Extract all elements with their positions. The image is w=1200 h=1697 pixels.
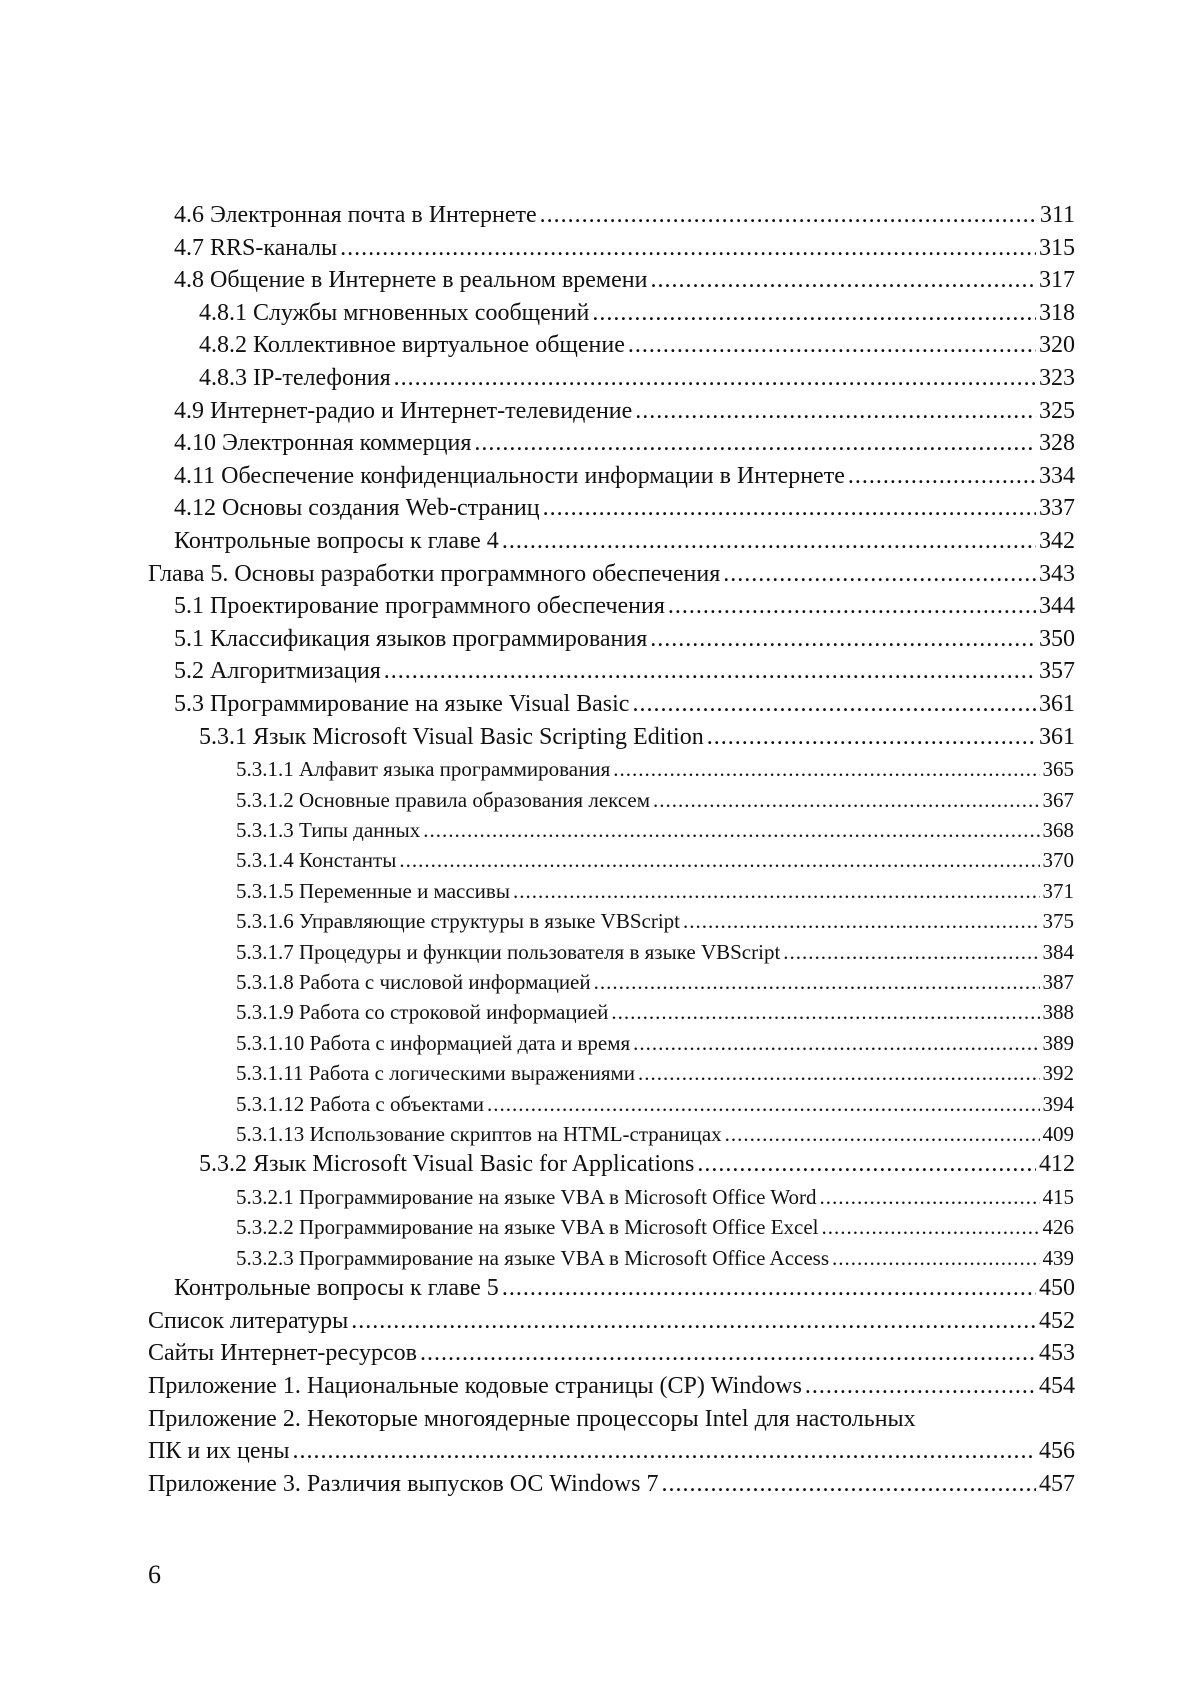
toc-entry-page: 334: [1039, 462, 1075, 489]
toc-entry: [148, 1404, 916, 1434]
toc-entry: [236, 876, 1074, 906]
toc-entry-page: 361: [1039, 691, 1075, 717]
toc-entry: [174, 493, 1075, 523]
toc-entry-title: 5.1 Классификация языков программирования: [174, 625, 648, 652]
toc-entry-title: 5.3.1.4 Константы: [236, 848, 397, 873]
toc-entry: [148, 1338, 1075, 1368]
toc-entry-title: 4.6 Электронная почта в Интернете: [174, 202, 537, 228]
toc-entry: [236, 1089, 1074, 1119]
dot-leader: [594, 967, 1040, 997]
toc-entry-page: 370: [1042, 848, 1074, 873]
toc-entry: [174, 233, 1075, 263]
toc-entry-title: 5.3.1.2 Основные правила образования лексем: [236, 787, 651, 812]
toc-entry-page: 439: [1042, 1245, 1074, 1270]
toc-entry-page: 350: [1039, 625, 1075, 652]
toc-entry-page: 344: [1039, 593, 1075, 620]
toc-entry-title: 5.3.1 Язык Microsoft Visual Basic Scripting Edition: [199, 723, 704, 750]
toc-entry: [148, 1306, 1075, 1336]
toc-entry-page: 317: [1039, 267, 1075, 294]
toc-entry-title: 5.2 Алгоритмизация: [174, 658, 381, 685]
toc-entry-title: 4.9 Интернет-радио и Интернет-телевидение: [174, 397, 633, 424]
toc-entry-page: 452: [1039, 1307, 1075, 1334]
toc-entry-title: 5.3.1.9 Работа со строковой информацией: [236, 1000, 609, 1025]
toc-entry: [148, 1371, 1075, 1401]
toc-entry-page: 361: [1039, 723, 1075, 750]
toc-entry-page: 415: [1042, 1185, 1074, 1209]
dot-leader: [707, 722, 1036, 752]
dot-leader: [351, 1306, 1036, 1336]
toc-entry: [236, 815, 1074, 845]
toc-entry-title: 4.8 Общение в Интернете в реальном времени: [174, 267, 648, 294]
toc-entry: [174, 526, 1075, 556]
dot-leader: [592, 298, 1036, 328]
toc-entry: [174, 689, 1075, 719]
toc-entry-page: 384: [1042, 939, 1074, 964]
toc-entry-title: Глава 5. Основы разработки программного обеспечения: [148, 560, 721, 587]
toc-entry-page: 412: [1039, 1151, 1075, 1178]
toc-entry: [236, 906, 1074, 936]
toc-entry: [236, 997, 1074, 1027]
dot-leader: [725, 1119, 1040, 1149]
toc-entry-page: 367: [1042, 787, 1074, 812]
toc-entry: [236, 1182, 1074, 1212]
toc-entry: [236, 967, 1074, 997]
toc-entry: [148, 1436, 1075, 1466]
dot-leader: [632, 689, 1036, 719]
toc-entry-page: 450: [1039, 1275, 1075, 1302]
toc-entry-page: 426: [1042, 1215, 1074, 1240]
toc-entry-page: 311: [1039, 202, 1075, 228]
toc-entry: [174, 200, 1075, 230]
dot-leader: [399, 845, 1039, 875]
toc-entry-title: 4.7 RRS-каналы: [174, 234, 338, 261]
toc-entry-page: 453: [1039, 1340, 1075, 1367]
toc-entry-title: 4.10 Электронная коммерция: [174, 430, 472, 457]
toc-entry-title: Приложение 3. Различия выпусков ОС Windows 7: [148, 1470, 659, 1497]
toc-entry-title: 5.3.1.8 Работа с числовой информацией: [236, 970, 591, 994]
toc-entry-page: 365: [1042, 757, 1074, 782]
dot-leader: [650, 265, 1036, 295]
dot-leader: [668, 591, 1036, 621]
toc-entry-title: 5.3.1.7 Процедуры и функции пользователя в языке VBScript: [236, 939, 781, 964]
toc-entry-title: 5.1 Проектирование программного обеспечения: [174, 593, 665, 620]
dot-leader: [543, 493, 1036, 523]
toc-entry-title: 5.3.1.6 Управляющие структуры в языке VBScript: [236, 909, 681, 934]
dot-leader: [420, 1338, 1036, 1368]
toc-entry-page: 394: [1042, 1091, 1074, 1116]
dot-leader: [650, 624, 1036, 654]
toc-entry-title: 5.3.1.3 Типы данных: [236, 818, 421, 842]
toc-entry-title: ПК и их цены: [148, 1438, 290, 1465]
dot-leader: [653, 785, 1039, 815]
dot-leader: [540, 200, 1037, 230]
dot-leader: [723, 559, 1036, 589]
toc-entry-title: 5.3.1.12 Работа с объектами: [236, 1091, 485, 1116]
toc-entry: [236, 754, 1074, 784]
dot-leader: [487, 1089, 1039, 1119]
toc-entry-page: 357: [1039, 658, 1075, 685]
toc-entry-title: 4.11 Обеспечение конфиденциальности информации в Интернете: [174, 462, 845, 489]
toc-entry-page: 456: [1039, 1438, 1075, 1465]
toc-entry-page: 337: [1039, 495, 1075, 522]
toc-entry-title: Приложение 1. Национальные кодовые страницы (CP) Windows: [148, 1373, 802, 1399]
toc-entry-title: 5.3.2.1 Программирование на языке VBA в Microsoft Office Word: [236, 1185, 817, 1209]
toc-entry-page: 325: [1039, 397, 1075, 424]
toc-entry-page: 318: [1039, 299, 1075, 326]
dot-leader: [683, 906, 1039, 936]
toc-entry: [174, 461, 1075, 491]
toc-entry: [148, 1469, 1075, 1499]
toc-entry: [236, 1212, 1074, 1242]
toc-entry-title: Сайты Интернет-ресурсов: [148, 1340, 417, 1367]
dot-leader: [293, 1436, 1037, 1466]
toc-entry: [236, 937, 1074, 967]
toc-entry-page: 388: [1042, 1000, 1074, 1025]
toc-entry: [174, 396, 1075, 426]
toc-entry-title: 4.8.1 Службы мгновенных сообщений: [199, 299, 590, 326]
toc-entry-page: 409: [1042, 1122, 1074, 1146]
dot-leader: [832, 1243, 1039, 1273]
dot-leader: [661, 1469, 1036, 1499]
toc-entry: [236, 1058, 1074, 1088]
dot-leader: [628, 330, 1036, 360]
toc-entry: [174, 428, 1075, 458]
dot-leader: [638, 1058, 1039, 1088]
dot-leader: [423, 815, 1039, 845]
dot-leader: [384, 656, 1036, 686]
toc-entry: [174, 624, 1075, 654]
toc-entry: [199, 363, 1075, 393]
toc-entry-page: 387: [1042, 970, 1074, 994]
toc-entry: [236, 785, 1074, 815]
dot-leader: [805, 1371, 1036, 1401]
dot-leader: [783, 937, 1039, 967]
toc-entry: [148, 559, 1075, 589]
toc-entry-page: 389: [1042, 1030, 1074, 1055]
toc-entry-title: Контрольные вопросы к главе 5: [174, 1275, 499, 1302]
toc-entry-page: 392: [1042, 1061, 1074, 1086]
dot-leader: [848, 461, 1036, 491]
toc-entry: [174, 265, 1075, 295]
toc-entry-title: 5.3 Программирование на языке Visual Basic: [174, 691, 630, 717]
toc-entry: [236, 845, 1074, 875]
dot-leader: [633, 1028, 1039, 1058]
toc-entry-page: 343: [1039, 560, 1075, 587]
toc-entry: [174, 591, 1075, 621]
dot-leader: [611, 997, 1039, 1027]
dot-leader: [819, 1182, 1039, 1212]
toc-entry-title: 5.3.1.13 Использование скриптов на HTML-страницах: [236, 1122, 722, 1146]
toc-entry: [199, 298, 1075, 328]
toc-entry-title: 4.12 Основы создания Web-страниц: [174, 495, 540, 522]
toc-entry-title: 4.8.3 IP-телефония: [199, 365, 391, 391]
dot-leader: [340, 233, 1036, 263]
toc-entry-page: 320: [1039, 332, 1075, 359]
toc-entry-title: 5.3.1.1 Алфавит языка программирования: [236, 757, 611, 782]
dot-leader: [502, 1273, 1036, 1303]
toc-entry-title: 5.3.1.5 Переменные и массивы: [236, 878, 510, 903]
toc-entry-page: 315: [1039, 234, 1075, 261]
toc-entry-title: Список литературы: [148, 1307, 349, 1334]
dot-leader: [513, 876, 1040, 906]
toc-entry: [174, 656, 1075, 686]
toc-entry: [236, 1119, 1074, 1149]
toc-entry-page: 323: [1039, 365, 1075, 391]
toc-entry-page: 328: [1039, 430, 1075, 457]
toc-entry-page: 371: [1042, 878, 1074, 903]
toc-entry-page: 342: [1039, 528, 1075, 554]
toc-entry-title: 5.3.2 Язык Microsoft Visual Basic for Applications: [199, 1151, 695, 1178]
dot-leader: [394, 363, 1036, 393]
toc-entry: [174, 1273, 1075, 1303]
toc-entry-page: 375: [1042, 909, 1074, 934]
dot-leader: [502, 526, 1036, 556]
toc-entry-title: 5.3.1.10 Работа с информацией дата и время: [236, 1030, 631, 1055]
toc-entry-title: 4.8.2 Коллективное виртуальное общение: [199, 332, 625, 359]
toc-entry-page: 457: [1039, 1470, 1075, 1497]
toc-entry-title: 5.3.2.2 Программирование на языке VBA в Microsoft Office Excel: [236, 1215, 819, 1240]
dot-leader: [613, 754, 1039, 784]
dot-leader: [635, 396, 1036, 426]
toc-entry-page: 368: [1042, 818, 1074, 842]
toc-entry-title: Приложение 2. Некоторые многоядерные процессоры Intel для настольных: [148, 1405, 916, 1432]
toc-entry: [199, 1149, 1075, 1179]
toc-entry-title: 5.3.2.3 Программирование на языке VBA в Microsoft Office Access: [236, 1245, 830, 1270]
dot-leader: [474, 428, 1036, 458]
page-number: 6: [148, 1560, 161, 1589]
dot-leader: [822, 1212, 1040, 1242]
toc-entry: [236, 1028, 1074, 1058]
toc-entry-title: Контрольные вопросы к главе 4: [174, 528, 499, 554]
toc-entry-title: 5.3.1.11 Работа с логическими выражениями: [236, 1061, 636, 1086]
toc-entry: [199, 722, 1075, 752]
toc-entry-page: 454: [1039, 1373, 1075, 1399]
dot-leader: [697, 1149, 1036, 1179]
toc-entry: [199, 330, 1075, 360]
toc-entry: [236, 1243, 1074, 1273]
